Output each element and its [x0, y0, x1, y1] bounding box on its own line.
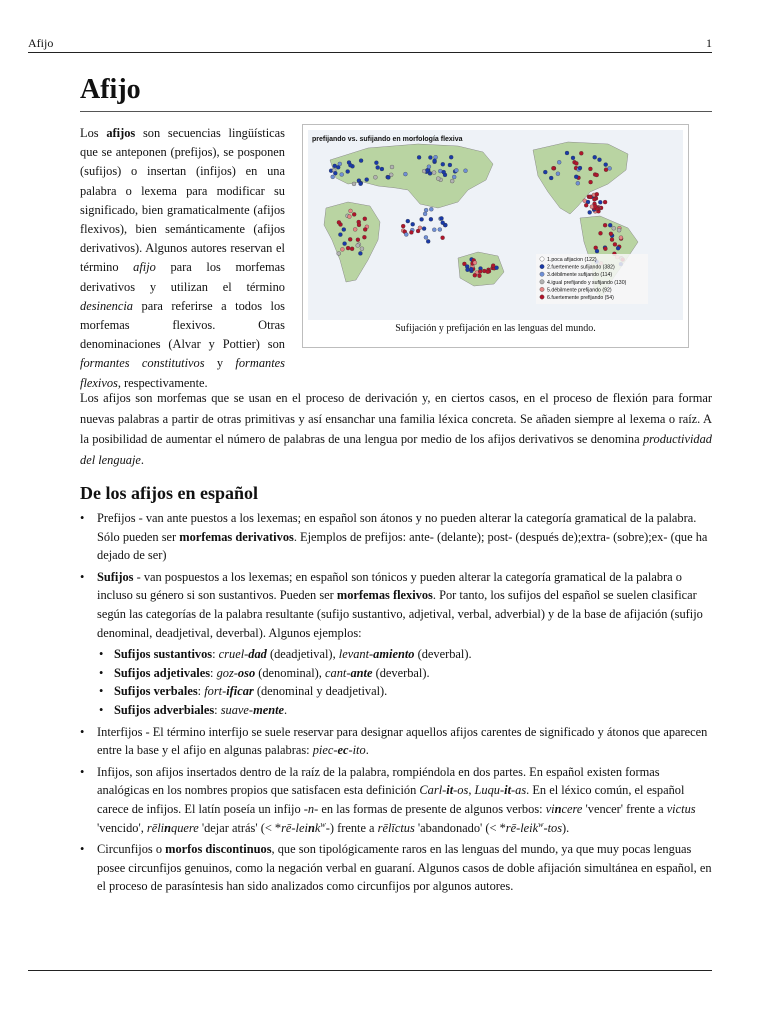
legend-swatch	[540, 280, 544, 284]
language-dot	[386, 175, 390, 179]
affixation-world-map	[308, 130, 683, 320]
affix-types-list	[80, 509, 712, 899]
language-dot	[441, 221, 445, 225]
language-dot	[613, 242, 617, 246]
language-dot	[420, 217, 424, 221]
language-dot	[450, 179, 454, 183]
language-dot	[365, 178, 369, 182]
language-dot	[390, 165, 394, 169]
language-dot	[576, 181, 580, 185]
legend-label: 3.débilmente sufijando (114)	[547, 272, 613, 279]
language-dot	[423, 212, 427, 216]
language-dot	[373, 175, 377, 179]
list-item-circunfijos: • Circunfijos o morfos discontinuos, que son tipológicamente raros en las lenguas del mundo, ya que muy pocas lenguas posee circunfijos genuinos, como la negación verbal en guaraní. Algunos casos de doble afijación simultánea en español, en el proceso de parasíntesis han sido analizados como circunfijos por algunos autores.	[80, 840, 712, 896]
language-dot	[348, 237, 352, 241]
language-dot	[352, 182, 356, 186]
language-dot	[549, 176, 553, 180]
language-dot	[411, 222, 415, 226]
language-dot	[464, 169, 468, 173]
language-dot	[429, 217, 433, 221]
language-dot	[356, 238, 360, 242]
language-dot	[610, 238, 614, 242]
footer-divider	[28, 970, 712, 971]
language-dot	[617, 228, 621, 232]
language-dot	[452, 175, 456, 179]
language-dot	[337, 220, 341, 224]
language-dot	[426, 239, 430, 243]
list-item-infijos: • Infijos, son afijos insertados dentro de la raíz de la palabra, rompiéndola en dos partes. En español existen formas analógicas en los nombres propios que satisfacen esta definición Carl-it-os, Luqu-it-as. En el léxico común, el español carece de infijos. El latín poseía un infijo -n- en las formas de presente de algunos verbos: vincere 'vencer' frente a victus 'vencido', rēlinquere 'dejar atrás' (< *rē-leink$^w$-) frente a rēlīctus 'abandonado' (< *rē-leik$^w$-tos).	[80, 763, 712, 837]
language-dot	[604, 168, 608, 172]
language-dot	[337, 252, 341, 256]
legend-swatch	[540, 272, 544, 276]
language-dot	[438, 228, 442, 232]
language-dot	[449, 155, 453, 159]
language-dot	[603, 223, 607, 227]
language-dot	[349, 209, 353, 213]
language-dot	[338, 162, 342, 166]
figure-caption: Sufijación y prefijación en las lenguas del mundo.	[395, 323, 596, 334]
language-dot	[357, 223, 361, 227]
language-dot	[556, 172, 560, 176]
language-dot	[574, 161, 578, 165]
language-dot	[406, 219, 410, 223]
legend-swatch	[540, 287, 544, 291]
language-dot	[356, 244, 360, 248]
language-dot	[574, 175, 578, 179]
list-item-sufijos-adverbiales: • Sufijos adverbiales: suave-mente.	[97, 701, 712, 720]
list-item-prefijos: • Prefijos - van ante puestos a los lexemas; en español son átonos y no pueden alterar la categoría gramatical de la palabra. Sólo pueden ser morfemas derivativos. Ejemplos de prefijos: ante- (delante); post- (después de);extra- (sobre);ex- (que ha dejado de ser)	[80, 509, 712, 565]
language-dot	[588, 167, 592, 171]
language-dot	[441, 162, 445, 166]
legend-label: 5.débilmente prefijando (92)	[547, 287, 612, 294]
language-dot	[353, 227, 357, 231]
language-dot	[551, 166, 555, 170]
language-dot	[363, 217, 367, 221]
language-dot	[346, 170, 350, 174]
list-item-sufijos-adjetivales: • Sufijos adjetivales: goz-oso (denominal), cant-ante (deverbal).	[97, 664, 712, 683]
language-dot	[428, 171, 432, 175]
language-dot	[478, 270, 482, 274]
language-dot	[584, 203, 588, 207]
language-dot	[374, 161, 378, 165]
section-heading: De los afijos en español	[80, 483, 259, 503]
language-dot	[603, 200, 607, 204]
language-dot	[588, 210, 592, 214]
language-dot	[543, 170, 547, 174]
language-dot	[608, 166, 612, 170]
title-divider	[80, 111, 712, 112]
language-dot	[433, 159, 437, 163]
language-dot	[340, 173, 344, 177]
legend-label: 1.poca afijacion (122)	[547, 257, 597, 263]
language-dot	[486, 270, 490, 274]
language-dot	[442, 170, 446, 174]
map-title: prefijando vs. sufijando en morfología flexiva	[312, 136, 463, 143]
language-dot	[478, 274, 482, 278]
language-dot	[404, 233, 408, 237]
language-dot	[429, 207, 433, 211]
language-dot	[616, 246, 620, 250]
list-item-sufijos: • Sufijos - van pospuestos a los lexemas; en español son tónicos y pueden alterar la categoría gramatical de la palabra o incluso su género si son sustantivos. Pueden ser morfemas flexivos. Por tanto, los sufijos del español se suelen clasificar según las categorías de la palabra resultante (sufijo sustantivo, adjetival, verbal, adverbial) y de la base de afijación (sufijo denominal, deadjetival, deverbal). Algunos ejemplos: • Sufijos sustantivos: cruel-dad (deadjetival), levant-amiento (deverbal). • Sufijos adjetivales: goz-oso (denominal), cant-ante (deverbal). • Sufijos verbales: fort-ificar (denominal y deadjetival). • Sufijos adverbiales: suave-mente.	[80, 568, 712, 720]
language-dot	[579, 151, 583, 155]
running-title: Afijo	[28, 36, 54, 50]
suffix-examples-list	[97, 645, 712, 719]
legend-swatch	[540, 264, 544, 268]
language-dot	[376, 166, 380, 170]
language-dot	[427, 165, 431, 169]
language-dot	[593, 204, 597, 208]
language-dot	[409, 230, 413, 234]
language-dot	[593, 155, 597, 159]
language-dot	[436, 177, 440, 181]
language-dot	[491, 264, 495, 268]
page-title: Afijo	[80, 74, 141, 105]
language-dot	[608, 223, 612, 227]
language-dot	[424, 208, 428, 212]
map-legend	[536, 254, 648, 304]
language-dot	[340, 247, 344, 251]
language-dot	[565, 151, 569, 155]
language-dot	[352, 212, 356, 216]
language-dot	[358, 251, 362, 255]
language-dot	[331, 175, 335, 179]
legend-swatch	[540, 295, 544, 299]
language-dot	[571, 156, 575, 160]
language-dot	[342, 228, 346, 232]
language-dot	[482, 269, 486, 273]
language-dot	[359, 182, 363, 186]
list-item-interfijos: • Interfijos - El término interfijo se suele reservar para designar aquellos afijos carentes de significado y átonos que aparecen entre la base y el afijo en algunas palabras: piec-ec-ito.	[80, 723, 712, 760]
language-dot	[347, 215, 351, 219]
language-dot	[362, 235, 366, 239]
list-item-sufijos-verbales: • Sufijos verbales: fort-ificar (denominal y deadjetival).	[97, 682, 712, 701]
language-dot	[333, 171, 337, 175]
language-dot	[473, 273, 477, 277]
language-dot	[343, 242, 347, 246]
language-dot	[428, 156, 432, 160]
language-dot	[469, 267, 473, 271]
language-dot	[603, 247, 607, 251]
world-map-figure	[302, 124, 689, 348]
language-dot	[588, 195, 592, 199]
language-dot	[348, 163, 352, 167]
language-dot	[424, 235, 428, 239]
language-dot	[466, 268, 470, 272]
list-item-sufijos-sustantivos: • Sufijos sustantivos: cruel-dad (deadjetival), levant-amiento (deverbal).	[97, 645, 712, 664]
running-header	[28, 36, 712, 53]
language-dot	[595, 173, 599, 177]
language-dot	[578, 166, 582, 170]
language-dot	[599, 231, 603, 235]
language-dot	[359, 159, 363, 163]
language-dot	[598, 158, 602, 162]
language-dot	[604, 163, 608, 167]
language-dot	[454, 168, 458, 172]
language-dot	[417, 155, 421, 159]
language-dot	[441, 236, 445, 240]
language-dot	[612, 226, 616, 230]
language-dot	[363, 228, 367, 232]
legend-label: 4.igual prefijando y sufijando (130)	[547, 279, 627, 286]
language-dot	[595, 192, 599, 196]
language-dot	[360, 247, 364, 251]
language-dot	[432, 228, 436, 232]
language-dot	[598, 200, 602, 204]
language-dot	[440, 216, 444, 220]
language-dot	[557, 160, 561, 164]
language-dot	[589, 180, 593, 184]
legend-label: 6.fuertemente prefijando (54)	[547, 295, 614, 301]
language-dot	[473, 261, 477, 265]
language-dot	[432, 171, 436, 175]
language-dot	[380, 167, 384, 171]
language-dot	[448, 163, 452, 167]
legend-label: 2.fuertemente sufijando (382)	[547, 264, 615, 271]
page-number: 1	[706, 36, 712, 50]
language-dot	[346, 246, 350, 250]
language-dot	[595, 249, 599, 253]
derivation-paragraph: Los afijos son morfemas que se usan en el proceso de derivación y, en ciertos casos, en el proceso de flexión para formar nuevas palabras a partir de otras primitivas y así ensanchar una familia léxica concreta. Se añaden siempre al lexema o raíz. A la posibilidad de aumentar el número de palabras de una lengua por medio de los afijos derivativos se denomina productividad del lenguaje.	[80, 391, 712, 467]
language-dot	[619, 236, 623, 240]
language-dot	[416, 229, 420, 233]
language-dot	[609, 232, 613, 236]
language-dot	[338, 233, 342, 237]
language-dot	[401, 224, 405, 228]
legend-swatch	[540, 257, 544, 261]
language-dot	[350, 247, 354, 251]
language-dot	[403, 172, 407, 176]
language-dot	[422, 227, 426, 231]
intro-paragraph: Los afijos son secuencias lingüísticas que se anteponen (prefijos), se posponen (sufijos) o insertan (infijos) en una palabra o lexema para modificar su significado, bien gramaticalmente (afijos flexivos), bien semánticamente (afijos derivativos). Algunos autores reservan el término afijo para los morfemas derivativos y utilizan el término desinencia para referirse a todos los morfemas flexivos. Otras denominaciones (Alvar y Pottier) son formantes constitutivos y formantes flexivos, respectivamente.	[80, 126, 286, 390]
